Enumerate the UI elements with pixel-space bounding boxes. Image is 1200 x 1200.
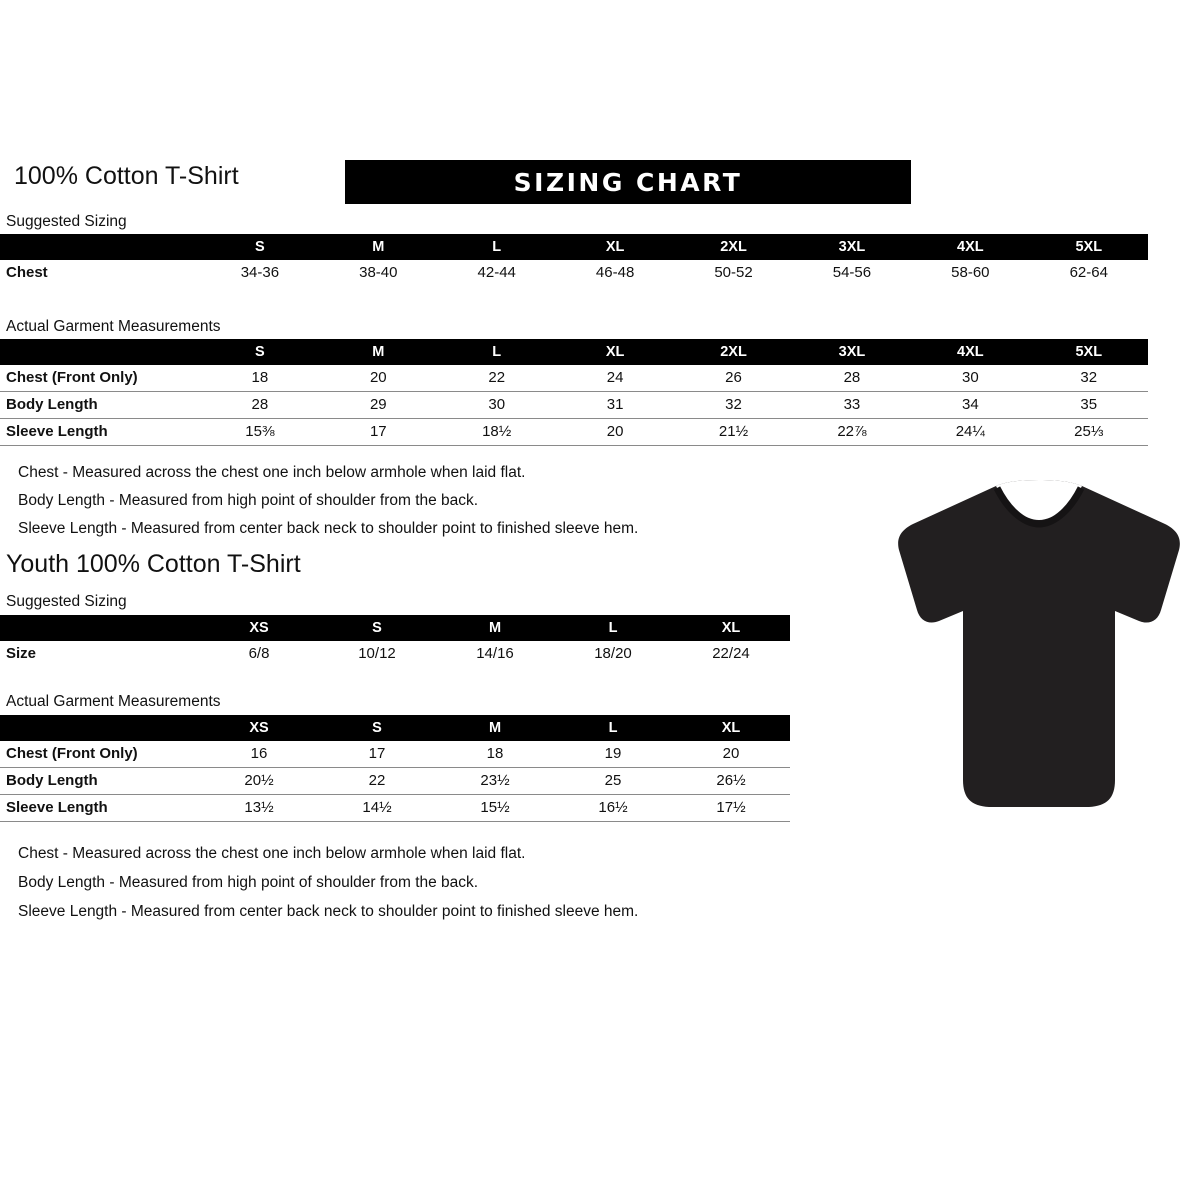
col-header-m: M <box>436 615 554 641</box>
col-header-blank <box>0 339 201 365</box>
col-header-l: L <box>554 615 672 641</box>
col-header-xl: XL <box>556 339 674 365</box>
cell-bodylength-s: 22 <box>318 768 436 795</box>
cell-bodylength-5xl: 35 <box>1030 392 1148 419</box>
col-header-xl: XL <box>556 234 674 260</box>
cell-chestfront-m: 20 <box>319 365 437 392</box>
cell-size-m: 14/16 <box>476 645 514 662</box>
youth-suggested-table <box>0 615 790 667</box>
col-header-xs: XS <box>200 715 318 741</box>
table-row <box>0 768 790 795</box>
row-label-body-length: Body Length <box>0 768 200 795</box>
col-header-xl: XL <box>672 715 790 741</box>
cell-sleeve-l: 18½ <box>438 419 556 446</box>
table-header-row <box>0 339 1148 365</box>
tshirt-illustration <box>893 480 1185 810</box>
row-label-chest: Chest <box>6 264 48 281</box>
row-label-sleeve-length: Sleeve Length <box>0 419 201 446</box>
cell-size-l: 18/20 <box>594 645 632 662</box>
cell-chestfront-2xl: 26 <box>674 365 792 392</box>
col-header-s: S <box>201 339 319 365</box>
col-header-5xl: 5XL <box>1030 234 1148 260</box>
adult-suggested-caption: Suggested Sizing <box>6 213 127 230</box>
cell-size-s: 10/12 <box>358 645 396 662</box>
cell-bodylength-xl: 31 <box>556 392 674 419</box>
cell-bodylength-l: 30 <box>438 392 556 419</box>
cell-sleeve-m: 15½ <box>436 795 554 822</box>
cell-chestfront-3xl: 28 <box>793 365 911 392</box>
youth-note-sleeve-length: Sleeve Length - Measured from center back neck to shoulder point to finished sleeve hem. <box>18 903 639 920</box>
col-header-4xl: 4XL <box>911 234 1029 260</box>
cell-chest-5xl: 62-64 <box>1069 264 1108 281</box>
table-header-row <box>0 234 1148 260</box>
cell-chestfront-5xl: 32 <box>1030 365 1148 392</box>
cell-sleeve-s: 15⅜ <box>201 419 319 446</box>
youth-suggested-caption: Suggested Sizing <box>6 593 127 610</box>
cell-sleeve-5xl: 25⅓ <box>1030 419 1148 446</box>
row-label-size: Size <box>6 645 37 662</box>
row-label-sleeve-length: Sleeve Length <box>0 795 200 822</box>
col-header-s: S <box>318 715 436 741</box>
page-title: 100% Cotton T-Shirt <box>14 162 239 190</box>
table-row <box>0 365 1148 392</box>
table-header-row <box>0 615 790 641</box>
adult-actual-caption: Actual Garment Measurements <box>6 318 221 335</box>
cell-chestfront-l: 19 <box>554 741 672 768</box>
col-header-2xl: 2XL <box>674 339 792 365</box>
cell-sleeve-xl: 17½ <box>672 795 790 822</box>
youth-note-chest: Chest - Measured across the chest one inch below armhole when laid flat. <box>18 845 526 862</box>
cell-chestfront-xl: 24 <box>556 365 674 392</box>
cell-sleeve-xs: 13½ <box>200 795 318 822</box>
row-label-body-length: Body Length <box>0 392 201 419</box>
col-header-2xl: 2XL <box>674 234 792 260</box>
sizing-chart-banner-label: SIZING CHART <box>513 168 743 197</box>
adult-note-body-length: Body Length - Measured from high point of shoulder from the back. <box>18 492 479 509</box>
adult-actual-table <box>0 339 1148 446</box>
cell-chest-l: 42-44 <box>477 264 516 281</box>
cell-bodylength-s: 28 <box>201 392 319 419</box>
cell-chestfront-s: 17 <box>318 741 436 768</box>
cell-sleeve-4xl: 24¼ <box>911 419 1029 446</box>
adult-note-sleeve-length: Sleeve Length - Measured from center back neck to shoulder point to finished sleeve hem. <box>18 520 639 537</box>
col-header-s: S <box>201 234 319 260</box>
col-header-m: M <box>319 234 437 260</box>
col-header-5xl: 5XL <box>1030 339 1148 365</box>
cell-chestfront-l: 22 <box>438 365 556 392</box>
adult-suggested-table <box>0 234 1148 286</box>
cell-bodylength-l: 25 <box>554 768 672 795</box>
col-header-l: L <box>438 234 556 260</box>
cell-sleeve-2xl: 21½ <box>674 419 792 446</box>
cell-chestfront-s: 18 <box>201 365 319 392</box>
cell-chest-s: 34-36 <box>240 264 280 281</box>
cell-chestfront-4xl: 30 <box>911 365 1029 392</box>
cell-sleeve-l: 16½ <box>554 795 672 822</box>
youth-actual-caption: Actual Garment Measurements <box>6 693 221 710</box>
cell-bodylength-4xl: 34 <box>911 392 1029 419</box>
cell-chest-2xl: 50-52 <box>714 264 753 281</box>
cell-sleeve-xl: 20 <box>556 419 674 446</box>
cell-bodylength-m: 23½ <box>436 768 554 795</box>
cell-bodylength-2xl: 32 <box>674 392 792 419</box>
col-header-m: M <box>319 339 437 365</box>
cell-chestfront-m: 18 <box>436 741 554 768</box>
cell-chest-m: 38-40 <box>359 264 398 281</box>
cell-size-xl: 22/24 <box>712 645 750 662</box>
table-row <box>0 795 790 822</box>
col-header-4xl: 4XL <box>911 339 1029 365</box>
col-header-xs: XS <box>200 615 318 641</box>
col-header-3xl: 3XL <box>793 234 911 260</box>
cell-chest-xl: 46-48 <box>595 264 635 281</box>
cell-chestfront-xs: 16 <box>200 741 318 768</box>
cell-sleeve-s: 14½ <box>318 795 436 822</box>
table-row <box>0 419 1148 446</box>
col-header-l: L <box>438 339 556 365</box>
cell-bodylength-xs: 20½ <box>200 768 318 795</box>
col-header-xl: XL <box>672 615 790 641</box>
sizing-chart-banner <box>345 160 911 204</box>
youth-note-body-length: Body Length - Measured from high point of shoulder from the back. <box>18 874 479 891</box>
table-header-row <box>0 715 790 741</box>
col-header-blank <box>0 615 200 641</box>
cell-chest-4xl: 58-60 <box>951 264 990 281</box>
cell-bodylength-3xl: 33 <box>793 392 911 419</box>
col-header-s: S <box>318 615 436 641</box>
cell-bodylength-xl: 26½ <box>672 768 790 795</box>
cell-size-xs: 6/8 <box>248 645 270 662</box>
tshirt-icon <box>893 480 1185 810</box>
youth-actual-table <box>0 715 790 822</box>
cell-chest-3xl: 54-56 <box>832 264 872 281</box>
header-row <box>8 160 1192 204</box>
table-row <box>0 392 1148 419</box>
cell-bodylength-m: 29 <box>319 392 437 419</box>
youth-section-title: Youth 100% Cotton T-Shirt <box>6 550 301 578</box>
row-label-chest-front-only: Chest (Front Only) <box>0 741 200 768</box>
cell-sleeve-m: 17 <box>319 419 437 446</box>
table-row <box>0 260 1148 286</box>
col-header-blank <box>0 715 200 741</box>
col-header-m: M <box>436 715 554 741</box>
col-header-l: L <box>554 715 672 741</box>
cell-chestfront-xl: 20 <box>672 741 790 768</box>
cell-sleeve-3xl: 22⅞ <box>793 419 911 446</box>
col-header-3xl: 3XL <box>793 339 911 365</box>
row-label-chest-front-only: Chest (Front Only) <box>0 365 201 392</box>
table-row <box>0 641 790 667</box>
table-row <box>0 741 790 768</box>
col-header-blank <box>0 234 201 260</box>
adult-note-chest: Chest - Measured across the chest one inch below armhole when laid flat. <box>18 464 526 481</box>
